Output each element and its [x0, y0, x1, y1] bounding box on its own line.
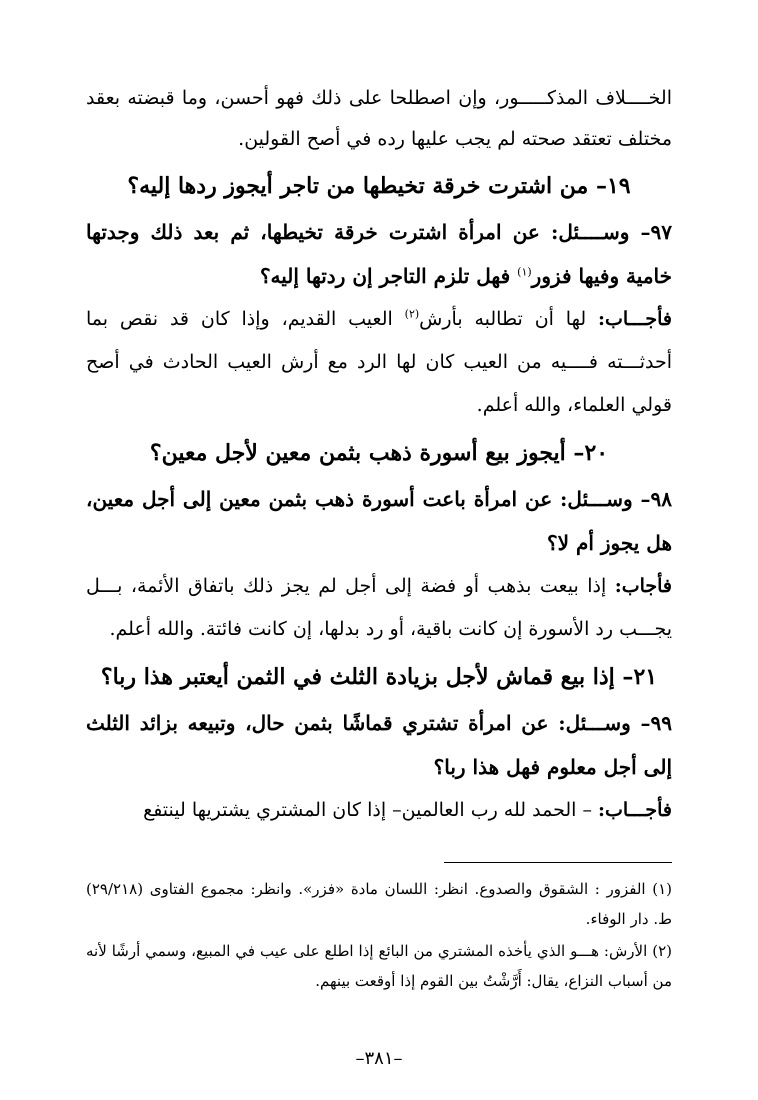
- section-heading-20: ٢٠– أيجوز بيع أسورة ذهب بثمن معين لأجل معين؟: [149, 440, 609, 466]
- section-heading-19: ١٩– من اشترت خرقة تخيطها من تاجر أيجوز ردها إليه؟: [127, 173, 631, 199]
- footnote-2: (٢) الأرش: هـــو الذي يأخذه المشتري من البائع إذا اطلع على عيب في المبيع، وسمي أرشًا لأنه من أسباب النزاع، يقال: أَرَّشْتُ بين القوم إذا أوقعت بينهم.: [86, 942, 672, 990]
- answer-lead: فأجـــاب:: [597, 308, 672, 330]
- question-99: [86, 701, 672, 789]
- question-text: عن امرأة تشتري قماشًا بثمن حال، وتبيعه بزائد الثلث إلى أجل معلوم فهل هذا ربا؟: [86, 711, 672, 779]
- footnotes: [86, 874, 672, 998]
- question-lead: ٩٩– وســـئل:: [558, 711, 673, 735]
- question-lead: ٩٨– وســـئل:: [560, 487, 672, 511]
- question-lead: ٩٧– وســــئل:: [550, 220, 672, 244]
- continuation-paragraph: الخــــلاف المذكـــــور، وإن اصطلحا على ذلك فهو أحسن، وما قبضته بعقد مختلف تعتقد صحته لم يجب عليها رده في أصح القولين.: [86, 87, 672, 150]
- page-number: –٣٨١–: [355, 1048, 403, 1069]
- answer-text: لها أن تطالبه بأرش: [419, 308, 598, 330]
- footnote-1: (١) الفزور : الشقوق والصدوع. انظر: اللسان مادة «فزر». وانظر: مجموع الفتاوى (٢٩/٢١٨) ط. دار الوفاء.: [86, 880, 672, 928]
- answer-text: إذا بيعت بذهب أو فضة إلى أجل لم يجز ذلك باتفاق الأئمة، بـــل يجـــب رد الأسورة إن كانت باقية، أو رد بدلها، إن كانت فائتة. والله أعلم.: [86, 575, 672, 640]
- section-heading-21: ٢١– إذا بيع قماش لأجل بزيادة الثلث في الثمن أيعتبر هذا ربا؟: [100, 664, 658, 690]
- answer-98: [86, 565, 672, 651]
- footnote-ref-1: (١): [517, 265, 532, 279]
- question-97: [86, 210, 672, 298]
- answer-99: [86, 789, 672, 832]
- answer-text: العيب القديم، وإذا كان قد نقص بما أحدثـــته فــــيه من العيب كان لها الرد مع أرش العيب الحادث في أصح قولي العلماء، والله أعلم.: [86, 308, 672, 416]
- answer-lead: فأجـــاب:: [597, 799, 672, 821]
- answer-lead: فأجاب:: [614, 575, 672, 597]
- answer-text: – الحمد لله رب العالمين– إذا كان المشتري يشتريها لينتفع: [143, 799, 598, 821]
- page-body: [86, 70, 672, 832]
- footnote-divider: [444, 862, 672, 863]
- answer-97: [86, 298, 672, 427]
- question-98: [86, 477, 672, 565]
- question-text: عن امرأة اشترت خرقة تخيطها، ثم بعد ذلك وجدتها خامية وفيها فزور: [86, 220, 672, 288]
- question-text: فهل تلزم التاجر إن ردتها إليه؟: [259, 264, 518, 288]
- footnote-ref-2: (٢): [404, 307, 420, 321]
- question-text: عن امرأة باعت أسورة ذهب بثمن معين إلى أجل معين، هل يجوز أم لا؟: [86, 487, 672, 555]
